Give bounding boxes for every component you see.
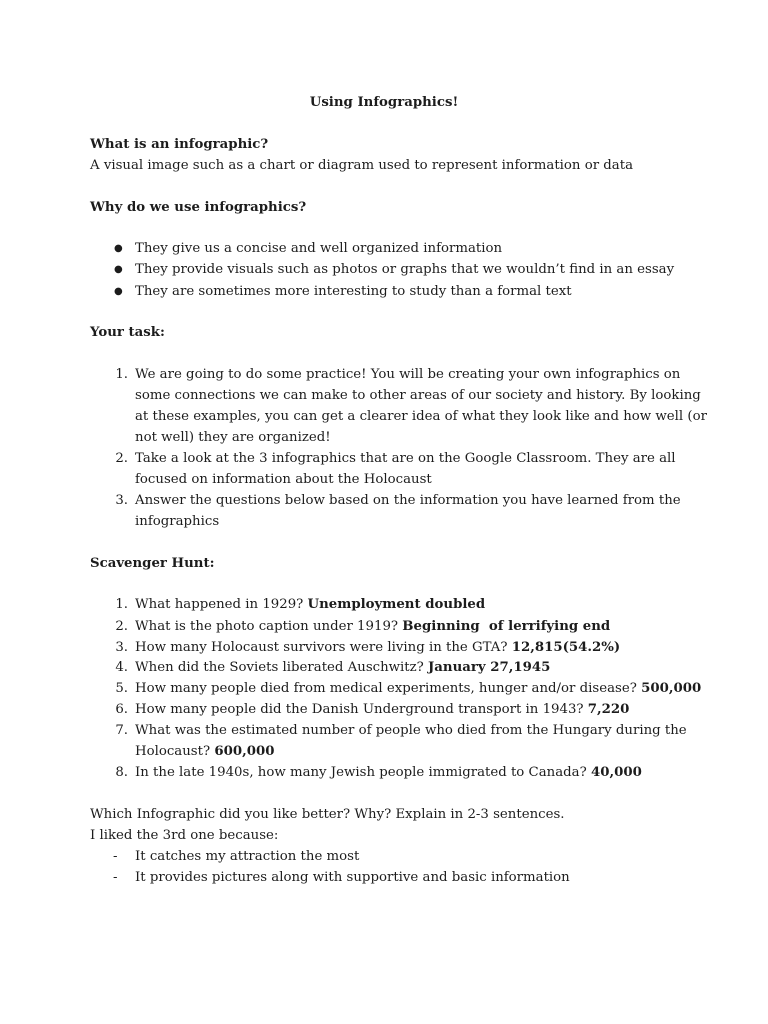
- hunt-answer: 40,000: [590, 765, 642, 780]
- bullet-item: They provide visuals such as photos or graphs that we wouldn’t find in an essay: [135, 262, 675, 277]
- hunt-item: [135, 681, 701, 697]
- hunt-answer: January 27,1945: [428, 660, 551, 675]
- dash-marker: -: [113, 870, 118, 885]
- list-number: 1.: [115, 367, 128, 382]
- hunt-question: When did the Soviets liberated Auschwitz?: [135, 660, 428, 675]
- list-number: 3.: [115, 640, 128, 655]
- hunt-answer: 500,000: [641, 681, 702, 696]
- hunt-question: How many people did the Danish Underground transport in 1943?: [135, 702, 588, 717]
- hunt-item: [135, 640, 620, 656]
- hunt-item: [135, 744, 274, 760]
- hunt-answer: 7,220: [587, 702, 630, 717]
- reflection-prompt: Which Infographic did you like better? Why? Explain in 2-3 sentences.: [90, 807, 565, 822]
- reflection-point: It catches my attraction the most: [135, 849, 360, 864]
- section-heading-what: What is an infographic?: [90, 137, 269, 152]
- task-item-line: infographics: [135, 514, 220, 529]
- dash-marker: -: [113, 849, 118, 864]
- hunt-question-cont: Holocaust?: [135, 744, 215, 759]
- page-title: Using Infographics!: [309, 95, 459, 110]
- task-item-line: at these examples, you can get a clearer idea of what they look like and how well (or: [135, 409, 707, 424]
- task-item-line: We are going to do some practice! You will be creating your own infographics on: [135, 367, 681, 382]
- hunt-answer: 12,815(54.2%): [511, 640, 621, 655]
- hunt-answer: 600,000: [214, 744, 275, 759]
- list-number: 1.: [115, 597, 128, 612]
- bullet-item: They give us a concise and well organized information: [135, 241, 503, 256]
- hunt-item: [135, 597, 485, 613]
- list-number: 4.: [115, 660, 128, 675]
- bullet-icon: ●: [114, 286, 123, 297]
- hunt-answer: Beginning of lerrifying end: [402, 619, 611, 634]
- list-number: 8.: [115, 765, 128, 780]
- reflection-point: It provides pictures along with supportive and basic information: [135, 870, 570, 885]
- section-heading-task: Your task:: [90, 325, 165, 340]
- hunt-question: How many people died from medical experiments, hunger and/or disease?: [135, 681, 642, 696]
- list-number: 3.: [115, 493, 128, 508]
- hunt-item: [135, 619, 610, 635]
- section-heading-why: Why do we use infographics?: [90, 200, 307, 215]
- hunt-question: What is the photo caption under 1919?: [135, 619, 403, 634]
- reflection-intro: I liked the 3rd one because:: [90, 828, 279, 843]
- hunt-question: What happened in 1929?: [135, 597, 308, 612]
- task-item-line: Take a look at the 3 infographics that are on the Google Classroom. They are all: [135, 451, 676, 466]
- list-number: 6.: [115, 702, 128, 717]
- section-heading-hunt: Scavenger Hunt:: [90, 556, 215, 571]
- bullet-item: They are sometimes more interesting to study than a formal text: [135, 284, 572, 299]
- list-number: 7.: [115, 723, 128, 738]
- task-item-line: not well) they are organized!: [135, 430, 331, 445]
- hunt-item: [135, 660, 550, 676]
- list-number: 2.: [115, 619, 128, 634]
- hunt-question: What was the estimated number of people who died from the Hungary during the: [135, 723, 687, 738]
- list-number: 5.: [115, 681, 128, 696]
- definition-text: A visual image such as a chart or diagram used to represent information or data: [90, 158, 634, 173]
- bullet-icon: ●: [114, 264, 123, 275]
- hunt-item: [135, 765, 642, 781]
- hunt-question: How many Holocaust survivors were living in the GTA?: [135, 640, 512, 655]
- task-item-line: Answer the questions below based on the information you have learned from the: [135, 493, 681, 508]
- hunt-item: [135, 702, 629, 718]
- hunt-answer: Unemployment doubled: [307, 597, 486, 612]
- list-number: 2.: [115, 451, 128, 466]
- bullet-icon: ●: [114, 243, 123, 254]
- task-item-line: focused on information about the Holocaust: [135, 472, 432, 487]
- task-item-line: some connections we can make to other areas of our society and history. By looking: [135, 388, 701, 403]
- hunt-question: In the late 1940s, how many Jewish people immigrated to Canada?: [135, 765, 591, 780]
